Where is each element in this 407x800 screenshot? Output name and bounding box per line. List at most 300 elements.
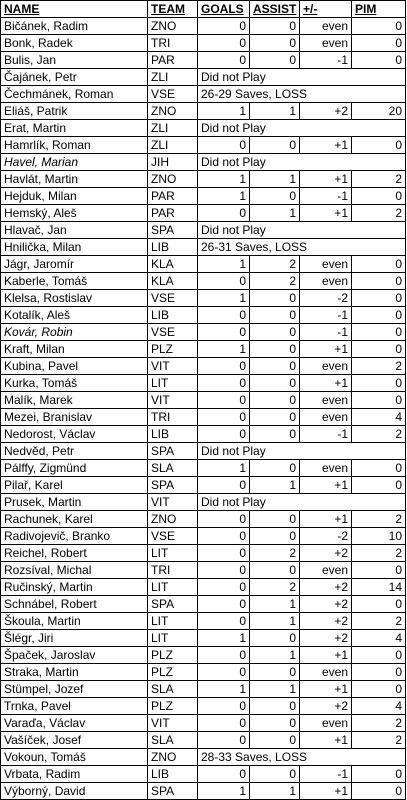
assist-cell: 0 — [250, 52, 300, 69]
team-cell: LIT — [148, 613, 198, 630]
team-cell: PAR — [148, 188, 198, 205]
player-name-cell: Trnka, Pavel — [1, 698, 148, 715]
goals-cell: 0 — [198, 511, 250, 528]
table-row — [1, 205, 406, 222]
plus-minus-cell: even — [300, 409, 352, 426]
pim-cell: 2 — [352, 426, 406, 443]
player-name-cell: Kubina, Pavel — [1, 358, 148, 375]
team-cell: SLA — [148, 732, 198, 749]
pim-cell: 2 — [352, 205, 406, 222]
pim-cell: 0 — [352, 375, 406, 392]
table-row — [1, 698, 406, 715]
table-row — [1, 52, 406, 69]
goals-cell: 0 — [198, 698, 250, 715]
player-name-cell: Rozsíval, Michal — [1, 562, 148, 579]
header-name: NAME — [1, 1, 148, 18]
pim-cell: 0 — [352, 460, 406, 477]
assist-cell: 0 — [250, 698, 300, 715]
table-row — [1, 477, 406, 494]
team-cell: LIT — [148, 579, 198, 596]
pim-cell: 0 — [352, 307, 406, 324]
team-cell: LIB — [148, 766, 198, 783]
table-row — [1, 511, 406, 528]
team-cell: SPA — [148, 783, 198, 800]
plus-minus-cell: +1 — [300, 477, 352, 494]
team-cell: ZNO — [148, 749, 198, 766]
player-name-cell: Bonk, Radek — [1, 35, 148, 52]
player-name-cell: Nedorost, Václav — [1, 426, 148, 443]
goals-cell: 1 — [198, 171, 250, 188]
plus-minus-cell: -1 — [300, 766, 352, 783]
table-row — [1, 35, 406, 52]
table-row — [1, 596, 406, 613]
assist-cell: 1 — [250, 647, 300, 664]
team-cell: TRI — [148, 35, 198, 52]
team-cell: KLA — [148, 273, 198, 290]
table-row — [1, 647, 406, 664]
table-row — [1, 613, 406, 630]
pim-cell: 0 — [352, 766, 406, 783]
assist-cell: 1 — [250, 477, 300, 494]
table-row — [1, 120, 406, 137]
plus-minus-cell: -2 — [300, 528, 352, 545]
note-cell: 26-31 Saves, LOSS — [198, 239, 406, 256]
plus-minus-cell: +1 — [300, 205, 352, 222]
plus-minus-cell: -1 — [300, 324, 352, 341]
player-name-cell: Straka, Martin — [1, 664, 148, 681]
table-row — [1, 409, 406, 426]
goals-cell: 0 — [198, 426, 250, 443]
table-row — [1, 290, 406, 307]
pim-cell: 2 — [352, 732, 406, 749]
player-name-cell: Čechmánek, Roman — [1, 86, 148, 103]
plus-minus-cell: +2 — [300, 103, 352, 120]
table-row — [1, 528, 406, 545]
goals-cell: 0 — [198, 358, 250, 375]
team-cell: TRI — [148, 562, 198, 579]
header-pim: PIM — [352, 1, 406, 18]
table-row — [1, 375, 406, 392]
team-cell: LIT — [148, 375, 198, 392]
assist-cell: 1 — [250, 103, 300, 120]
team-cell: VSE — [148, 324, 198, 341]
goals-cell: 0 — [198, 613, 250, 630]
player-name-cell: Pálffy, Zigmünd — [1, 460, 148, 477]
assist-cell: 0 — [250, 460, 300, 477]
goals-cell: 0 — [198, 35, 250, 52]
team-cell: VSE — [148, 290, 198, 307]
plus-minus-cell: even — [300, 562, 352, 579]
team-cell: LIB — [148, 239, 198, 256]
team-cell: LIB — [148, 307, 198, 324]
assist-cell: 2 — [250, 256, 300, 273]
goals-cell: 1 — [198, 188, 250, 205]
assist-cell: 0 — [250, 324, 300, 341]
team-cell: ZLI — [148, 69, 198, 86]
assist-cell: 0 — [250, 188, 300, 205]
assist-cell: 0 — [250, 290, 300, 307]
pim-cell: 10 — [352, 528, 406, 545]
plus-minus-cell: +1 — [300, 375, 352, 392]
goals-cell: 0 — [198, 409, 250, 426]
plus-minus-cell: +1 — [300, 681, 352, 698]
assist-cell: 0 — [250, 664, 300, 681]
pim-cell: 0 — [352, 290, 406, 307]
assist-cell: 0 — [250, 18, 300, 35]
player-name-cell: Kovár, Robin — [1, 324, 148, 341]
player-name-cell: Šlégr, Jiri — [1, 630, 148, 647]
pim-cell: 0 — [352, 681, 406, 698]
goals-cell: 0 — [198, 307, 250, 324]
assist-cell: 0 — [250, 307, 300, 324]
pim-cell: 4 — [352, 630, 406, 647]
team-cell: KLA — [148, 256, 198, 273]
assist-cell: 0 — [250, 562, 300, 579]
plus-minus-cell: -1 — [300, 52, 352, 69]
plus-minus-cell: even — [300, 664, 352, 681]
player-name-cell: Stümpel, Jozef — [1, 681, 148, 698]
player-name-cell: Jágr, Jaromír — [1, 256, 148, 273]
player-name-cell: Klelsa, Rostislav — [1, 290, 148, 307]
player-name-cell: Bičánek, Radim — [1, 18, 148, 35]
team-cell: ZNO — [148, 18, 198, 35]
assist-cell: 0 — [250, 358, 300, 375]
table-row — [1, 443, 406, 460]
table-row — [1, 358, 406, 375]
team-cell: ZLI — [148, 120, 198, 137]
plus-minus-cell: +2 — [300, 579, 352, 596]
pim-cell: 0 — [352, 647, 406, 664]
goals-cell: 0 — [198, 205, 250, 222]
plus-minus-cell: +1 — [300, 171, 352, 188]
plus-minus-cell: even — [300, 273, 352, 290]
goals-cell: 0 — [198, 18, 250, 35]
goals-cell: 0 — [198, 528, 250, 545]
assist-cell: 0 — [250, 732, 300, 749]
player-name-cell: Nedvěd, Petr — [1, 443, 148, 460]
pim-cell: 0 — [352, 273, 406, 290]
pim-cell: 0 — [352, 783, 406, 800]
table-row — [1, 188, 406, 205]
table-row — [1, 256, 406, 273]
goals-cell: 0 — [198, 664, 250, 681]
table-row — [1, 86, 406, 103]
plus-minus-cell: even — [300, 715, 352, 732]
assist-cell: 0 — [250, 137, 300, 154]
player-name-cell: Hejduk, Milan — [1, 188, 148, 205]
plus-minus-cell: +1 — [300, 783, 352, 800]
team-cell: ZNO — [148, 103, 198, 120]
plus-minus-cell: +2 — [300, 698, 352, 715]
header-row — [1, 1, 406, 18]
player-name-cell: Erat, Martin — [1, 120, 148, 137]
team-cell: ZNO — [148, 511, 198, 528]
team-cell: SLA — [148, 460, 198, 477]
pim-cell: 0 — [352, 52, 406, 69]
plus-minus-cell: even — [300, 392, 352, 409]
team-cell: PLZ — [148, 341, 198, 358]
goals-cell: 1 — [198, 630, 250, 647]
pim-cell: 2 — [352, 715, 406, 732]
table-row — [1, 783, 406, 800]
player-name-cell: Bulis, Jan — [1, 52, 148, 69]
goals-cell: 1 — [198, 460, 250, 477]
plus-minus-cell: even — [300, 256, 352, 273]
team-cell: LIT — [148, 545, 198, 562]
goals-cell: 1 — [198, 783, 250, 800]
plus-minus-cell: -1 — [300, 426, 352, 443]
goals-cell: 0 — [198, 579, 250, 596]
player-name-cell: Schnábel, Robert — [1, 596, 148, 613]
note-cell: Did not Play — [198, 120, 406, 137]
player-name-cell: Výborný, David — [1, 783, 148, 800]
assist-cell: 0 — [250, 511, 300, 528]
team-cell: SPA — [148, 222, 198, 239]
header-team: TEAM — [148, 1, 198, 18]
plus-minus-cell: +2 — [300, 545, 352, 562]
player-name-cell: Rachunek, Karel — [1, 511, 148, 528]
goals-cell: 0 — [198, 273, 250, 290]
plus-minus-cell: -1 — [300, 307, 352, 324]
player-name-cell: Kurka, Tomáš — [1, 375, 148, 392]
pim-cell: 2 — [352, 545, 406, 562]
goals-cell: 0 — [198, 562, 250, 579]
assist-cell: 2 — [250, 273, 300, 290]
note-cell: Did not Play — [198, 494, 406, 511]
player-name-cell: Ručinský, Martin — [1, 579, 148, 596]
goals-cell: 0 — [198, 647, 250, 664]
assist-cell: 0 — [250, 341, 300, 358]
plus-minus-cell: +1 — [300, 511, 352, 528]
assist-cell: 2 — [250, 579, 300, 596]
team-cell: SPA — [148, 596, 198, 613]
pim-cell: 2 — [352, 358, 406, 375]
goals-cell: 0 — [198, 732, 250, 749]
pim-cell: 2 — [352, 613, 406, 630]
player-name-cell: Kraft, Milan — [1, 341, 148, 358]
table-row — [1, 681, 406, 698]
table-row — [1, 732, 406, 749]
pim-cell: 0 — [352, 392, 406, 409]
plus-minus-cell: even — [300, 35, 352, 52]
plus-minus-cell: -2 — [300, 290, 352, 307]
assist-cell: 0 — [250, 766, 300, 783]
team-cell: VIT — [148, 392, 198, 409]
goals-cell: 1 — [198, 341, 250, 358]
table-row — [1, 749, 406, 766]
player-name-cell: Havel, Marian — [1, 154, 148, 171]
goals-cell: 1 — [198, 256, 250, 273]
player-name-cell: Hemský, Aleš — [1, 205, 148, 222]
goals-cell: 0 — [198, 715, 250, 732]
plus-minus-cell: +1 — [300, 137, 352, 154]
pim-cell: 0 — [352, 664, 406, 681]
table-row — [1, 324, 406, 341]
player-name-cell: Hnilička, Milan — [1, 239, 148, 256]
player-name-cell: Vokoun, Tomáš — [1, 749, 148, 766]
pim-cell: 0 — [352, 137, 406, 154]
player-name-cell: Škoula, Martin — [1, 613, 148, 630]
pim-cell: 0 — [352, 477, 406, 494]
player-name-cell: Kotalík, Aleš — [1, 307, 148, 324]
player-name-cell: Kaberle, Tomáš — [1, 273, 148, 290]
goals-cell: 0 — [198, 596, 250, 613]
table-row — [1, 664, 406, 681]
note-cell: Did not Play — [198, 222, 406, 239]
pim-cell: 0 — [352, 188, 406, 205]
player-name-cell: Eliáš, Patrik — [1, 103, 148, 120]
player-name-cell: Mezei, Branislav — [1, 409, 148, 426]
table-row — [1, 18, 406, 35]
table-row — [1, 494, 406, 511]
pim-cell: 0 — [352, 562, 406, 579]
pim-cell: 14 — [352, 579, 406, 596]
player-name-cell: Vašíček, Josef — [1, 732, 148, 749]
pim-cell: 4 — [352, 409, 406, 426]
goals-cell: 0 — [198, 137, 250, 154]
assist-cell: 0 — [250, 630, 300, 647]
team-cell: PAR — [148, 205, 198, 222]
table-row — [1, 222, 406, 239]
table-body — [1, 18, 406, 800]
pim-cell: 2 — [352, 511, 406, 528]
table-row — [1, 103, 406, 120]
team-cell: LIT — [148, 630, 198, 647]
plus-minus-cell: even — [300, 18, 352, 35]
assist-cell: 1 — [250, 681, 300, 698]
pim-cell: 0 — [352, 341, 406, 358]
pim-cell: 0 — [352, 324, 406, 341]
plus-minus-cell: +2 — [300, 613, 352, 630]
player-name-cell: Malík, Marek — [1, 392, 148, 409]
assist-cell: 0 — [250, 426, 300, 443]
table-row — [1, 273, 406, 290]
assist-cell: 0 — [250, 35, 300, 52]
team-cell: VIT — [148, 358, 198, 375]
table-row — [1, 545, 406, 562]
pim-cell: 4 — [352, 698, 406, 715]
player-name-cell: Špaček, Jaroslav — [1, 647, 148, 664]
pim-cell: 20 — [352, 103, 406, 120]
goals-cell: 0 — [198, 477, 250, 494]
note-cell: Did not Play — [198, 443, 406, 460]
assist-cell: 2 — [250, 545, 300, 562]
team-cell: VSE — [148, 86, 198, 103]
team-cell: SPA — [148, 443, 198, 460]
table-row — [1, 307, 406, 324]
team-cell: PLZ — [148, 698, 198, 715]
pim-cell: 0 — [352, 596, 406, 613]
plus-minus-cell: even — [300, 460, 352, 477]
goals-cell: 0 — [198, 375, 250, 392]
player-name-cell: Havlát, Martin — [1, 171, 148, 188]
table-row — [1, 715, 406, 732]
table-row — [1, 579, 406, 596]
assist-cell: 1 — [250, 783, 300, 800]
plus-minus-cell: -1 — [300, 188, 352, 205]
table-row — [1, 154, 406, 171]
player-name-cell: Prusek, Martin — [1, 494, 148, 511]
player-name-cell: Varaďa, Václav — [1, 715, 148, 732]
pim-cell: 0 — [352, 35, 406, 52]
assist-cell: 1 — [250, 205, 300, 222]
assist-cell: 1 — [250, 596, 300, 613]
team-cell: VIT — [148, 715, 198, 732]
assist-cell: 0 — [250, 715, 300, 732]
table-row — [1, 426, 406, 443]
plus-minus-cell: +1 — [300, 341, 352, 358]
table-row — [1, 562, 406, 579]
pim-cell: 0 — [352, 18, 406, 35]
table-row — [1, 137, 406, 154]
plus-minus-cell: +2 — [300, 630, 352, 647]
team-cell: PAR — [148, 52, 198, 69]
player-name-cell: Čajánek, Petr — [1, 69, 148, 86]
goals-cell: 1 — [198, 290, 250, 307]
team-cell: ZNO — [148, 171, 198, 188]
goals-cell: 0 — [198, 324, 250, 341]
player-name-cell: Pilař, Karel — [1, 477, 148, 494]
team-cell: SPA — [148, 477, 198, 494]
assist-cell: 1 — [250, 613, 300, 630]
goals-cell: 1 — [198, 681, 250, 698]
goals-cell: 0 — [198, 52, 250, 69]
assist-cell: 0 — [250, 392, 300, 409]
note-cell: 26-29 Saves, LOSS — [198, 86, 406, 103]
table-row — [1, 766, 406, 783]
header-plus-minus: +/- — [300, 1, 352, 18]
plus-minus-cell: +2 — [300, 596, 352, 613]
player-name-cell: Vrbata, Radim — [1, 766, 148, 783]
player-name-cell: Hlavač, Jan — [1, 222, 148, 239]
team-cell: PLZ — [148, 664, 198, 681]
pim-cell: 0 — [352, 256, 406, 273]
table-row — [1, 392, 406, 409]
goals-cell: 1 — [198, 103, 250, 120]
note-cell: Did not Play — [198, 154, 406, 171]
note-cell: Did not Play — [198, 69, 406, 86]
pim-cell: 2 — [352, 171, 406, 188]
team-cell: LIB — [148, 426, 198, 443]
table-row — [1, 630, 406, 647]
plus-minus-cell: +1 — [300, 647, 352, 664]
goals-cell: 0 — [198, 766, 250, 783]
table-row — [1, 341, 406, 358]
assist-cell: 0 — [250, 409, 300, 426]
team-cell: VIT — [148, 494, 198, 511]
team-cell: PLZ — [148, 647, 198, 664]
assist-cell: 1 — [250, 171, 300, 188]
header-assist: ASSIST — [250, 1, 300, 18]
team-cell: JIH — [148, 154, 198, 171]
player-name-cell: Radivojevič, Branko — [1, 528, 148, 545]
team-cell: TRI — [148, 409, 198, 426]
plus-minus-cell: +1 — [300, 732, 352, 749]
table-row — [1, 460, 406, 477]
table-row — [1, 171, 406, 188]
assist-cell: 0 — [250, 528, 300, 545]
table-row — [1, 69, 406, 86]
team-cell: ZLI — [148, 137, 198, 154]
note-cell: 28-33 Saves, LOSS — [198, 749, 406, 766]
player-name-cell: Reichel, Robert — [1, 545, 148, 562]
player-name-cell: Hamrlík, Roman — [1, 137, 148, 154]
table-row — [1, 239, 406, 256]
team-cell: VSE — [148, 528, 198, 545]
team-cell: SLA — [148, 681, 198, 698]
header-goals: GOALS — [198, 1, 250, 18]
plus-minus-cell: even — [300, 358, 352, 375]
